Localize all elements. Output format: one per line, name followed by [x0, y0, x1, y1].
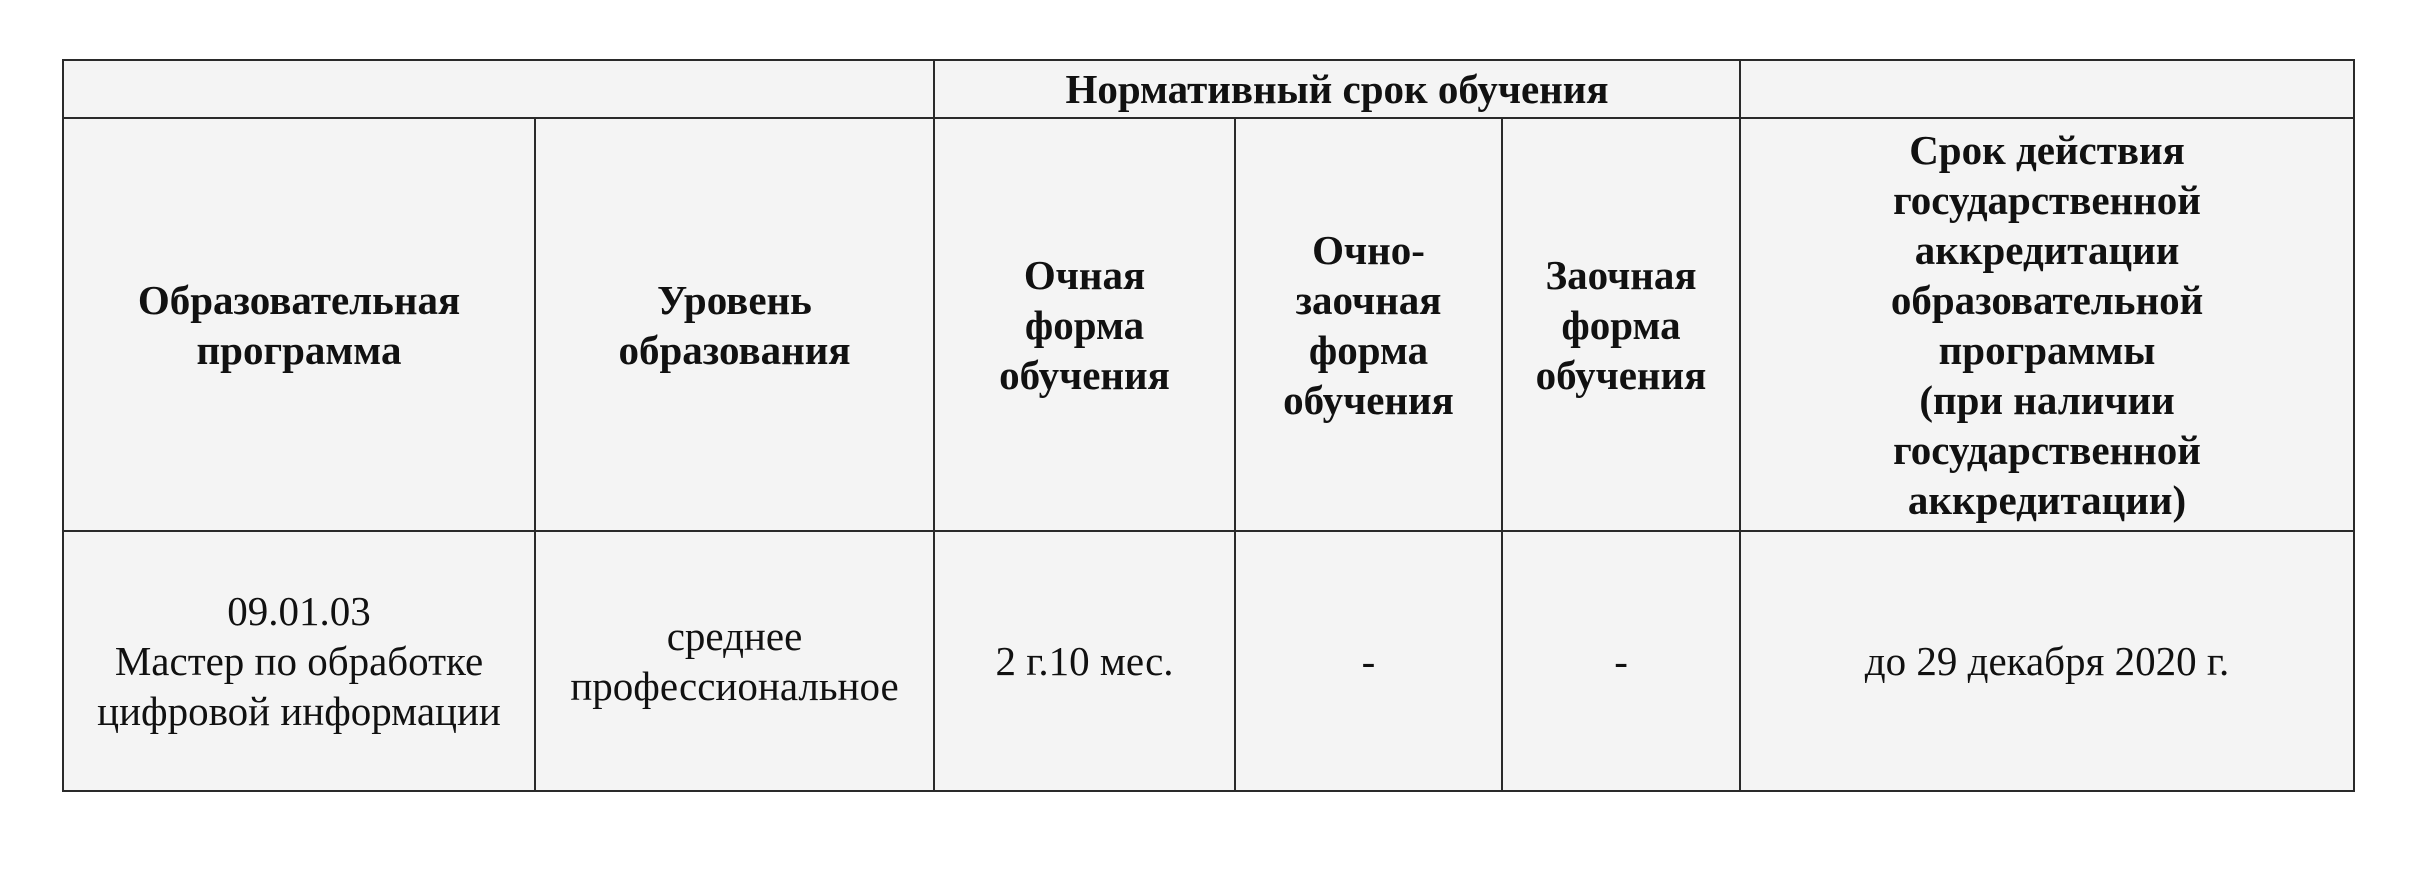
header-accreditation-line: государственной	[1893, 176, 2201, 223]
header-program-line: Образовательная	[137, 276, 461, 323]
top-row-empty-cell-right	[1740, 60, 2354, 118]
cell-program-line: 09.01.03	[227, 588, 371, 634]
header-accreditation-line: государственной	[1893, 426, 2201, 473]
cell-level	[535, 531, 934, 791]
cell-full-time: 2 г.10 мес.	[934, 531, 1235, 791]
cell-correspondence: -	[1502, 531, 1740, 791]
header-accreditation-line: аккредитации	[1914, 226, 2180, 273]
header-accreditation-line: (при наличии	[1919, 376, 2175, 423]
table-top-row	[63, 60, 2354, 118]
top-row-empty-cell-left	[63, 60, 934, 118]
cell-level-line: профессиональное	[570, 663, 899, 709]
header-accreditation-line: Срок действия	[1909, 126, 2185, 173]
accreditation-table-container	[62, 59, 2353, 792]
header-program	[63, 118, 535, 531]
header-level-line: Уровень	[657, 276, 812, 323]
accreditation-table	[62, 59, 2355, 792]
header-accreditation-line: образовательной	[1890, 276, 2204, 323]
header-correspondence-line: Заочная	[1545, 251, 1697, 298]
cell-level-line: среднее	[666, 613, 803, 659]
header-level-line: образования	[618, 326, 851, 373]
cell-program	[63, 531, 535, 791]
header-correspondence-line: обучения	[1535, 351, 1707, 398]
table-header-row	[63, 118, 2354, 531]
cell-program-line: Мастер по обработке	[114, 638, 484, 684]
header-part-time	[1235, 118, 1502, 531]
header-full-time	[934, 118, 1235, 531]
header-correspondence	[1502, 118, 1740, 531]
header-accreditation-line: аккредитации)	[1907, 476, 2187, 523]
header-part-time-line: форма	[1308, 326, 1429, 373]
header-full-time-line: обучения	[999, 351, 1170, 398]
header-part-time-line: Очно-	[1312, 226, 1425, 273]
header-full-time-line: форма	[1024, 301, 1145, 348]
header-correspondence-line: форма	[1561, 301, 1681, 348]
table-row	[63, 531, 2354, 791]
header-accreditation	[1740, 118, 2354, 531]
cell-accreditation: до 29 декабря 2020 г.	[1740, 531, 2354, 791]
cell-program-line: цифровой информации	[97, 688, 501, 734]
header-part-time-line: заочная	[1295, 276, 1442, 323]
header-program-line: программа	[196, 326, 402, 373]
header-accreditation-line: программы	[1938, 326, 2156, 373]
header-level	[535, 118, 934, 531]
header-full-time-line: Очная	[1023, 251, 1146, 298]
group-header-cell: Нормативный срок обучения	[934, 60, 1740, 118]
cell-part-time: -	[1235, 531, 1502, 791]
header-part-time-line: обучения	[1283, 376, 1454, 423]
